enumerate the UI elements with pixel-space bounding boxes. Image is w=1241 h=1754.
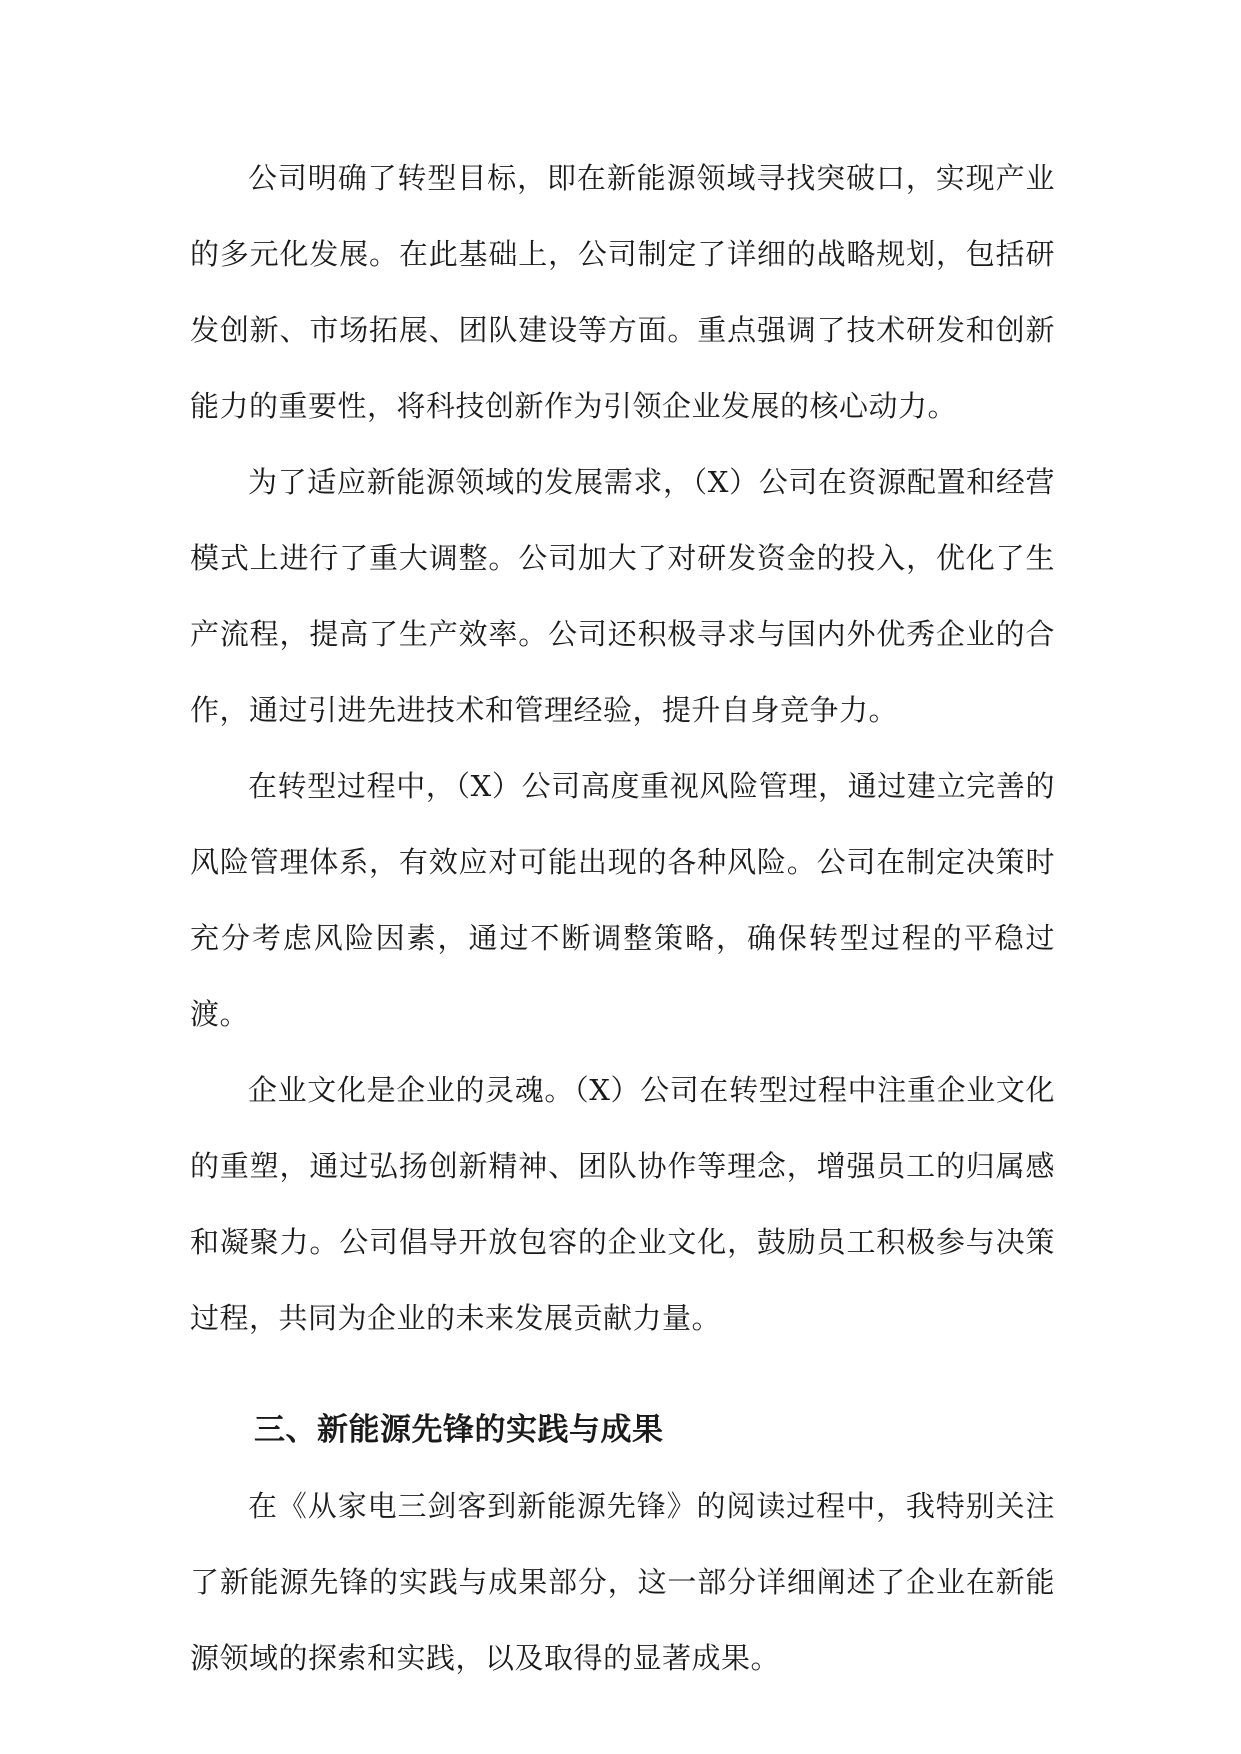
paragraph-practice-results: 在《从家电三剑客到新能源先锋》的阅读过程中，我特别关注了新能源先锋的实践与成果部分，这一部分详细阐述了企业在新能源领域的探索和实践，以及取得的显著成果。 [190, 1489, 1055, 1675]
paragraph-risk-management: 在转型过程中，（X）公司高度重视风险管理，通过建立完善的风险管理体系，有效应对可能出现的各种风险。公司在制定决策时充分考虑风险因素，通过不断调整策略，确保转型过程的平稳过渡。 [190, 769, 1055, 1031]
document-body [190, 140, 1055, 1696]
section-heading: 三、新能源先锋的实践与成果 [254, 1412, 664, 1448]
paragraph-transformation-goal: 公司明确了转型目标，即在新能源领域寻找突破口，实现产业的多元化发展。在此基础上，公司制定了详细的战略规划，包括研发创新、市场拓展、团队建设等方面。重点强调了技术研发和创新能力的重要性，将科技创新作为引领企业发展的核心动力。 [190, 161, 1055, 423]
paragraph-corporate-culture: 企业文化是企业的灵魂。（X）公司在转型过程中注重企业文化的重塑，通过弘扬创新精神、团队协作等理念，增强员工的归属感和凝聚力。公司倡导开放包容的企业文化，鼓励员工积极参与决策过程，共同为企业的未来发展贡献力量。 [190, 1073, 1055, 1335]
paragraph-resource-allocation: 为了适应新能源领域的发展需求，（X）公司在资源配置和经营模式上进行了重大调整。公司加大了对研发资金的投入，优化了生产流程，提高了生产效率。公司还积极寻求与国内外优秀企业的合作，通过引进先进技术和管理经验，提升自身竞争力。 [190, 465, 1055, 727]
